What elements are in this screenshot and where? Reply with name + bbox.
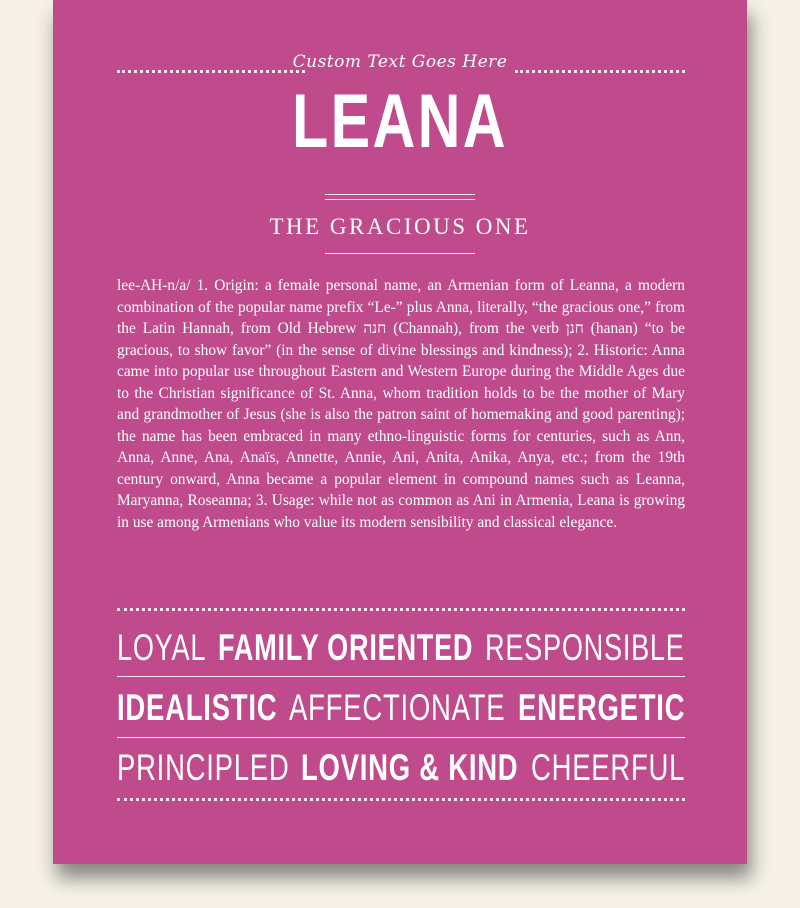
poster-name: LEANA [292,79,508,164]
name-poster [53,0,747,864]
trait: CHEERFUL [530,747,686,788]
traits-row-2 [117,688,685,728]
trait: AFFECTIONATE [289,687,506,728]
dotted-divider-top-right [515,70,685,73]
name-definition: lee-AH-n/a/ 1. Origin: a female personal name, an Armenian form of Leanna, a modern combination of the popular name prefix “Le-” plus Anna, literally, “the gracious one,” from the Latin Hannah, from Old Hebrew חנה (Channah), from the verb חנן (hanan) “to be gracious, to show favor” (in the sense of divine blessings and kindness); 2. Historic: Anna came into popular use throughout Eastern and Western Europe during the Middle Ages due to the Christian significance of St. Anna, whom tradition holds to be the mother of Mary and grandmother of Jesus (she is also the patron saint of homemaking and good parenting); the name has been embraced in many ethno-linguistic forms for centuries, such as Ann, Anna, Anne, Ana, Anaïs, Annette, Annie, Ani, Anita, Anika, Anya, etc.; from the 19th century onward, Anna became a popular element in compound names such as Leanna, Maryanna, Roseanna; 3. Usage: while not as common as Ani in Armenia, Leana is growing in use among Armenians who value its modern sensibility and classical elegance. [117,277,685,531]
dotted-divider-bottom [117,798,685,801]
dotted-divider-middle [117,608,685,611]
name-meaning: THE GRACIOUS ONE [269,214,531,239]
divider-line-3 [325,253,475,254]
divider-line-1 [325,194,475,195]
trait: LOYAL [117,627,207,668]
traits-separator-1 [117,676,685,677]
traits-row-1 [117,628,685,668]
trait: PRINCIPLED [117,747,290,788]
custom-text: Custom Text Goes Here [292,52,508,72]
trait: IDEALISTIC [117,687,278,728]
trait: FAMILY ORIENTED [218,627,474,668]
divider-line-2 [325,199,475,200]
trait: RESPONSIBLE [485,627,685,668]
traits-row-3 [117,748,685,788]
traits-separator-2 [117,737,685,738]
trait: LOVING & KIND [301,747,519,788]
trait: ENERGETIC [517,687,685,728]
